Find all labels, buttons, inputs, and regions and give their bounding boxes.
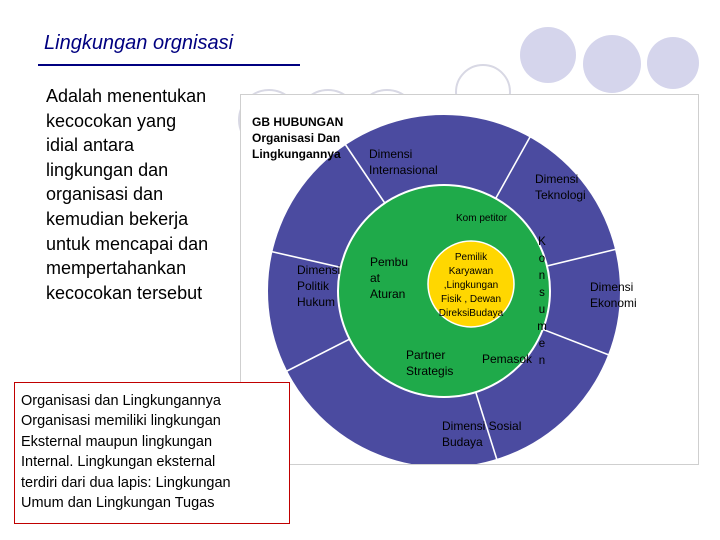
label-dimensi-ekonomi: Ekonomi <box>590 296 637 310</box>
note-line: Eksternal maupun lingkungan <box>21 433 213 450</box>
body-line: lingkungan dan <box>46 159 169 180</box>
inner-label-line: Pemilik <box>454 252 488 263</box>
note-line: terdiri dari dua lapis: Lingkungan <box>21 474 231 491</box>
body-line: mempertahankan <box>46 258 187 279</box>
diagram-heading-line: GB HUBUNGAN <box>252 115 344 129</box>
body-text <box>46 84 216 305</box>
label-pemasok: Pemasok <box>482 352 533 366</box>
label-pembuat-aturan: Aturan <box>370 287 406 301</box>
body-line: kecocokan yang <box>46 110 177 131</box>
note-line: Organisasi memiliki lingkungan <box>21 413 221 430</box>
note-line: Internal. Lingkungan eksternal <box>21 454 216 471</box>
decorative-circle <box>520 27 576 83</box>
label-dimensi-politik: Hukum <box>297 295 336 309</box>
label-dimensi-sosial: Dimensi Sosial <box>442 419 522 433</box>
label-dimensi-ekonomi: Dimensi <box>590 280 634 294</box>
label-dimensi-teknologi: Dimensi <box>535 172 579 186</box>
note-line: Umum dan Lingkungan Tugas <box>21 495 215 512</box>
title-underline <box>38 64 300 66</box>
body-line: organisasi dan <box>46 184 164 205</box>
label-dimensi-politik: Politik <box>297 279 330 293</box>
inner-label-line: DireksiBudaya <box>438 308 504 319</box>
label-kompetitor: Kom petitor <box>456 213 508 224</box>
label-partner-strategis: Strategis <box>406 364 454 378</box>
body-line: idial antara <box>46 135 135 156</box>
slide-title: Lingkungan orgnisasi <box>44 32 234 54</box>
label-konsumen-letter: m <box>537 321 547 333</box>
note-box <box>14 382 290 524</box>
note-line: Organisasi dan Lingkungannya <box>21 393 221 409</box>
decorative-circle <box>583 35 641 93</box>
label-partner-strategis: Partner <box>406 348 446 362</box>
environment-diagram <box>240 94 699 465</box>
body-line: kecocokan tersebut <box>46 282 203 303</box>
label-konsumen-letter: n <box>538 270 546 282</box>
label-dimensi-sosial: Budaya <box>442 435 483 449</box>
label-konsumen-letter: u <box>538 304 546 316</box>
label-konsumen-letter: n <box>538 355 546 367</box>
diagram-heading-line: Organisasi Dan <box>252 131 341 145</box>
label-dimensi-internasional: Dimensi <box>369 147 413 161</box>
inner-label-line: Karyawan <box>448 266 494 277</box>
inner-label-line: Fisik , Dewan <box>440 294 502 305</box>
label-konsumen-letter: K <box>538 236 546 248</box>
body-line: untuk mencapai dan <box>46 233 209 254</box>
diagram-heading-line: Lingkungannya <box>252 147 341 161</box>
label-dimensi-teknologi: Teknologi <box>535 188 586 202</box>
label-pembuat-aturan: at <box>370 271 381 285</box>
inner-label-line: ,Lingkungan <box>443 280 499 291</box>
label-dimensi-internasional: Internasional <box>369 163 438 177</box>
body-line: kemudian bekerja <box>46 208 189 229</box>
label-konsumen-letter: s <box>539 287 545 299</box>
diagram-svg <box>241 95 699 465</box>
label-konsumen-letter: e <box>538 338 546 350</box>
decorative-circle <box>647 37 699 89</box>
label-konsumen-letter: o <box>538 253 546 265</box>
label-pembuat-aturan: Pembu <box>370 255 409 269</box>
body-line: Adalah menentukan <box>46 86 207 106</box>
label-dimensi-politik: Dimensi <box>297 263 341 277</box>
